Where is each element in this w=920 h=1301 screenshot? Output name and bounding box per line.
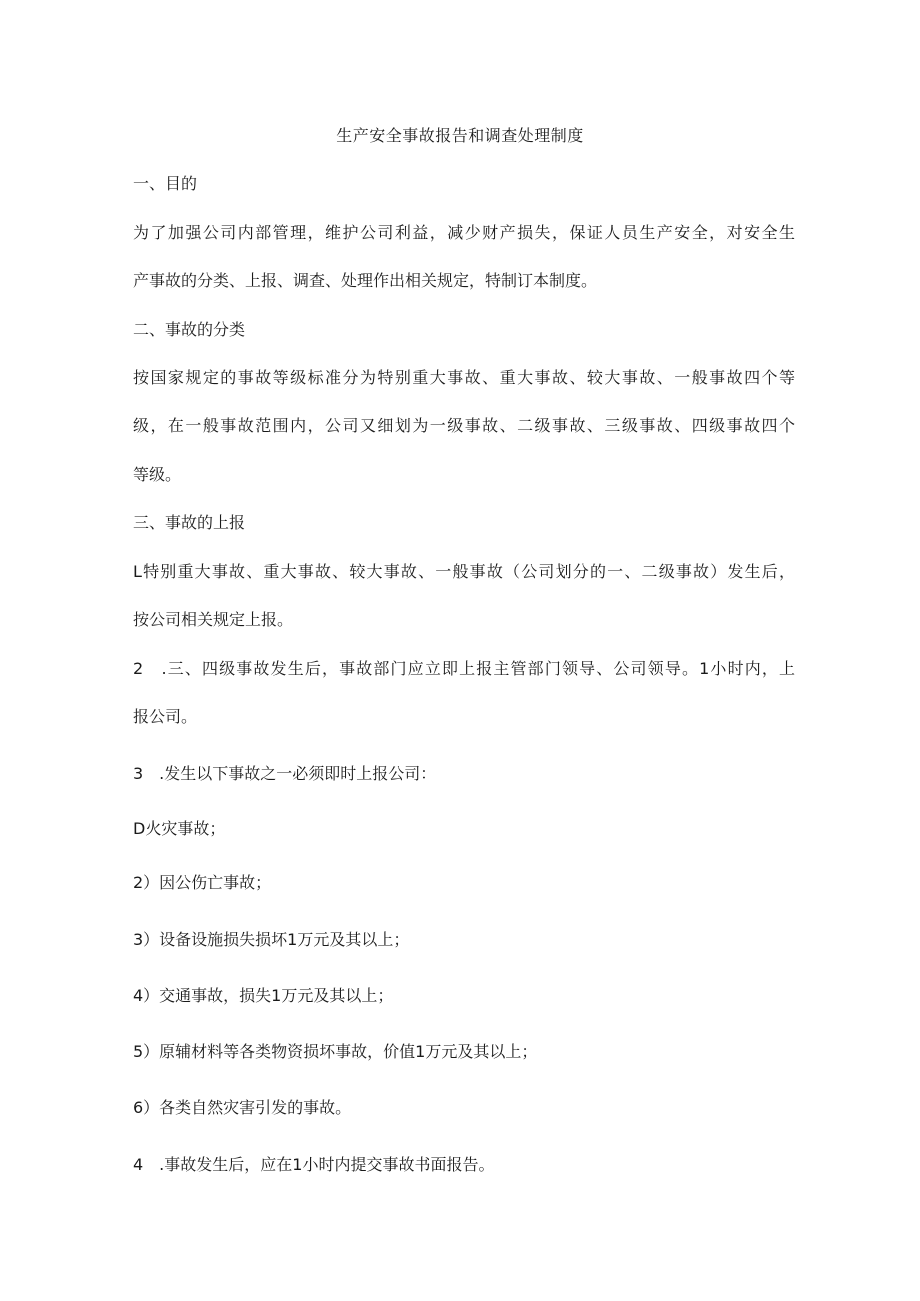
sub-list-item: 5）原辅材料等各类物资损坏事故，价值1万元及其以上； — [133, 1042, 538, 1061]
sub-list-item: D火灾事故； — [133, 819, 226, 838]
list-item-continuation: 报公司。 — [133, 707, 198, 726]
list-item: 2 .三、四级事故发生后，事故部门应立即上报主管部门领导、公司领导。1小时内，上 — [133, 659, 795, 678]
paragraph-line: 级，在一般事故范围内，公司又细划为一级事故、二级事故、三级事故、四级事故四个 — [133, 416, 795, 435]
paragraph-line: 按国家规定的事故等级标准分为特别重大事故、重大事故、较大事故、一般事故四个等 — [133, 368, 795, 387]
paragraph-line: 等级。 — [133, 465, 182, 484]
list-item: 4 .事故发生后，应在1小时内提交事故书面报告。 — [133, 1155, 495, 1174]
paragraph-line: 产事故的分类、上报、调查、处理作出相关规定，特制订本制度。 — [133, 271, 598, 290]
list-item-continuation: 按公司相关规定上报。 — [133, 610, 294, 629]
section-heading-reporting: 三、事故的上报 — [133, 513, 246, 532]
sub-list-item: 3）设备设施损失损坏1万元及其以上； — [133, 930, 410, 949]
paragraph-line: 为了加强公司内部管理，维护公司利益，减少财产损失，保证人员生产安全，对安全生 — [133, 223, 795, 242]
sub-list-item: 2）因公伤亡事故； — [133, 873, 272, 892]
section-heading-classification: 二、事故的分类 — [133, 320, 246, 339]
list-item: 3 .发生以下事故之一必须即时上报公司： — [133, 764, 437, 783]
section-heading-purpose: 一、目的 — [133, 174, 198, 193]
sub-list-item: 6）各类自然灾害引发的事故。 — [133, 1098, 352, 1117]
document-title: 生产安全事故报告和调查处理制度 — [336, 126, 584, 145]
sub-list-item: 4）交通事故，损失1万元及其以上； — [133, 986, 394, 1005]
list-item: L特别重大事故、重大事故、较大事故、一般事故（公司划分的一、二级事故）发生后， — [133, 562, 795, 581]
